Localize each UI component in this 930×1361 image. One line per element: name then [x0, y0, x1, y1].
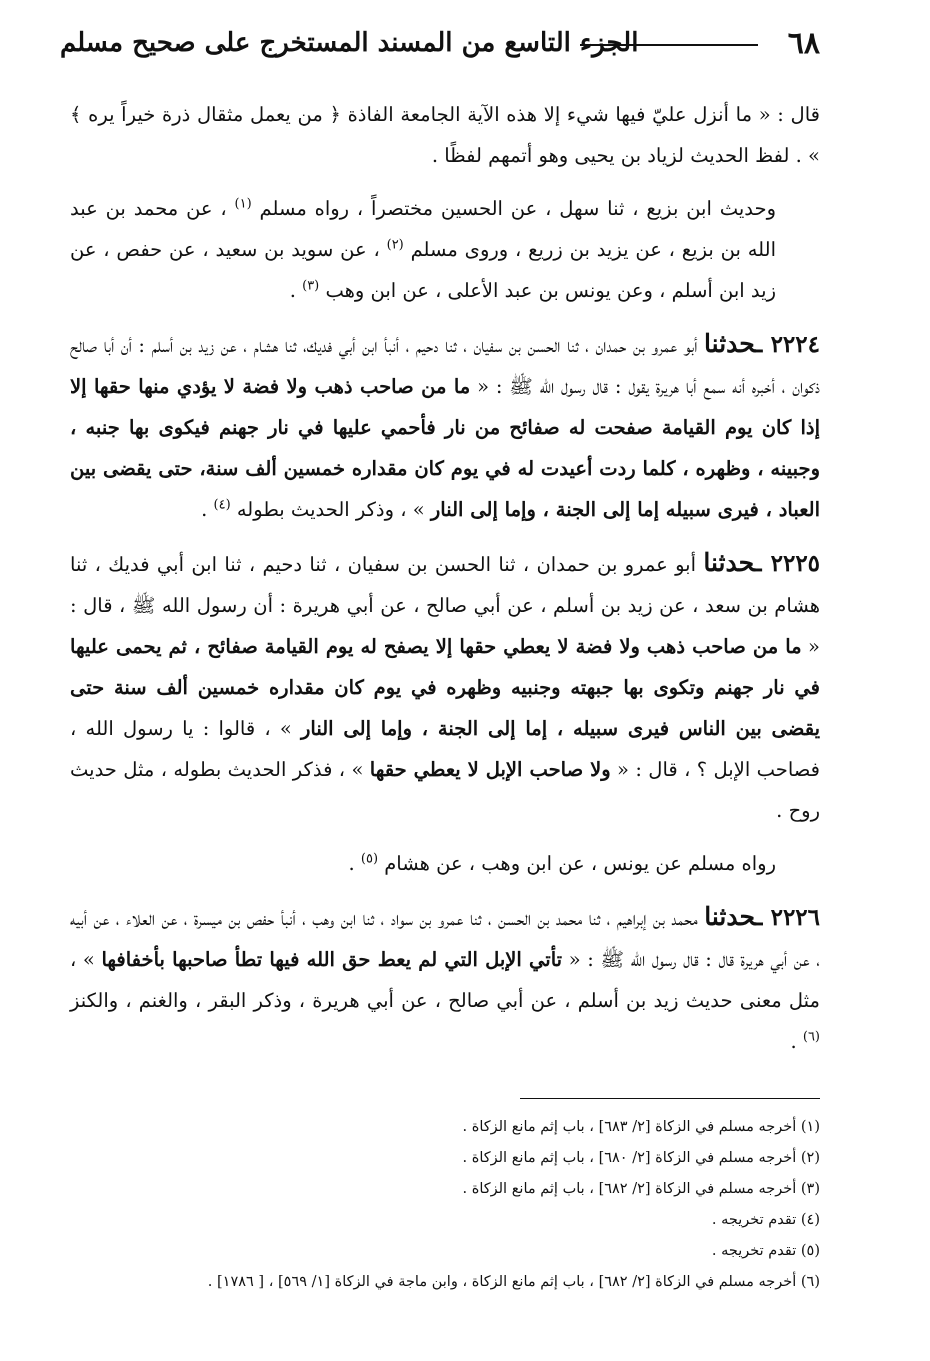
haddathana-word: حدثنا	[704, 902, 756, 931]
footnote-ref-5[interactable]: (٥)	[360, 851, 379, 867]
hadith-2224	[70, 323, 820, 530]
footnote-separator	[520, 1098, 820, 1099]
paragraph-isnad	[70, 188, 820, 311]
text-run: وحديث ابن بزيع ، ثنا سهل ، عن الحسين مختصراً ، رواه مسلم	[259, 197, 777, 220]
hadith-2226	[70, 896, 820, 1062]
page-number: ٦٨	[787, 26, 820, 61]
haddathana-word: حدثنا	[704, 329, 756, 358]
paragraph-rawah	[70, 843, 820, 884]
footnote-4: (٤) تقدم تخريجه .	[711, 1212, 820, 1228]
hadith-number: ٢٢٢٤ ـ	[755, 331, 820, 358]
hadith-number: ٢٢٢٥ ـ	[754, 550, 821, 577]
running-title: الجزء التاسع من المسند المستخرج على صحيح مسلم	[60, 28, 639, 58]
matn-text: تأتي الإبل التي لم يعط حق الله فيها تطأ صاحبها بأخفافها	[101, 948, 563, 971]
footnote-1: (١) أخرجه مسلم في الزكاة [٢/ ٦٨٣] ، باب إثم مانع الزكاة .	[462, 1119, 820, 1135]
text-run: ، عن محمد بن عبد الله بن بزيع ، عن يزيد بن زريع ، وروى مسلم	[70, 197, 776, 261]
footnote-5: (٥) تقدم تخريجه .	[711, 1243, 820, 1259]
matn-text: ما من صاحب ذهب ولا فضة لا يعطي حقها إلا يصفح له يوم القيامة صفائح ، ثم يحمى عليها في نار جهنم وتكوى بها جبهته وجنبيه وظهره في يوم كان مقداره خمسين ألف سنة حتى يقضى بين الناس فيرى سبيله ، إما إلى الجنة ، وإما إلى النار	[70, 635, 820, 740]
footnotes	[70, 1112, 820, 1298]
paragraph-continuation	[70, 94, 820, 176]
footnote-ref-3[interactable]: (٣)	[302, 278, 320, 294]
footnote-ref-6[interactable]: (٦)	[802, 1029, 820, 1045]
text-run: .	[348, 852, 355, 875]
text-run: » ، مثل معنى حديث زيد بن أسلم ، عن أبي صالح ، عن أبي هريرة ، وذكر البقر ، والغنم ، والكنز	[70, 948, 820, 1012]
footnote-ref-1[interactable]: (١)	[234, 196, 252, 212]
hadith-number: ٢٢٢٦ ـ	[755, 904, 821, 931]
footnote-ref-2[interactable]: (٢)	[386, 237, 404, 253]
isnad-text: أبو عمرو بن حمدان ، ثنا الحسن بن سفيان ، ثنا دحيم ، أنبأ ابن أبي فديك، ثنا هشام ، عن زيد بن أسلم : أن أبا صالح ذكوان ، أخبره أنه سمع أبا هريرة يقول : قال رسول الله ﷺ : «	[70, 334, 820, 398]
footnote-ref-4[interactable]: (٤)	[213, 497, 231, 513]
footnote-3: (٣) أخرجه مسلم في الزكاة [٢/ ٦٨٢] ، باب إثم مانع الزكاة .	[462, 1181, 820, 1197]
main-text	[70, 94, 820, 1074]
text-run: ، عن سويد بن سعيد ، عن حفص ، عن زيد ابن أسلم ، وعن يونس بن عبد الأعلى ، عن ابن وهب	[70, 238, 776, 302]
paragraph-text: قال : « ما أنزل عليّ فيها شيء إلا هذه الآية الجامعة الفاذة ﴿ من يعمل مثقال ذرة خيراً يره ﴾ » . لفظ الحديث لزياد بن يحيى وهو أتمهم لفظًا .	[70, 103, 820, 167]
text-run: .	[790, 1030, 797, 1053]
text-run: .	[201, 498, 208, 521]
page-header	[60, 18, 820, 70]
isnad-text: محمد بن إبراهيم ، ثنا محمد بن الحسن ، ثنا عمرو بن سواد ، ثنا ابن وهب ، أنبأ حفص بن ميسرة ، عن العلاء ، عن أبيه ، عن أبي هريرة قال : قال رسول الله ﷺ : «	[70, 907, 820, 971]
text-run: » ، فذكر الحديث بطوله ، مثل حديث روح .	[70, 758, 820, 822]
hadith-2225	[70, 542, 820, 831]
matn-text: ما من صاحب ذهب ولا فضة لا يؤدي منها حقها إلا إذا كان يوم القيامة صفحت له صفائح من نار فأحمي عليها في نار جهنم فيكوى بها جنبه ، وجبينه ، وظهره ، كلما ردت أعيدت له في يوم كان مقداره خمسين ألف سنة، حتى يقضى بين العباد ، فيرى سبيله إما إلى الجنة ، وإما إلى النار	[70, 375, 820, 521]
matn-text-2: ولا صاحب الإبل لا يعطي حقها	[369, 758, 611, 781]
text-run: .	[289, 279, 296, 302]
text-run: رواه مسلم عن يونس ، عن ابن وهب ، عن هشام	[384, 852, 776, 875]
text-run: » ، وذكر الحديث بطوله	[236, 498, 425, 521]
footnote-6: (٦) أخرجه مسلم في الزكاة [٢/ ٦٨٢] ، باب إثم مانع الزكاة ، وابن ماجة في الزكاة [١/ ٥٦٩] ، [ ١٧٨٦] .	[207, 1274, 820, 1290]
haddathana-word: حدثنا	[703, 548, 755, 577]
isnad-text: أبو عمرو بن حمدان ، ثنا الحسن بن سفيان ، ثنا دحيم ، ثنا ابن أبي فديك ، ثنا هشام بن سعد ، عن زيد بن أسلم ، عن أبي صالح ، عن أبي هريرة : أن رسول الله ﷺ ، قال : «	[70, 553, 820, 658]
footnote-2: (٢) أخرجه مسلم في الزكاة [٢/ ٦٨٠] ، باب إثم مانع الزكاة .	[462, 1150, 820, 1166]
text-run: » ، قالوا : يا رسول الله ، فصاحب الإبل ؟ ، قال : «	[70, 717, 821, 781]
